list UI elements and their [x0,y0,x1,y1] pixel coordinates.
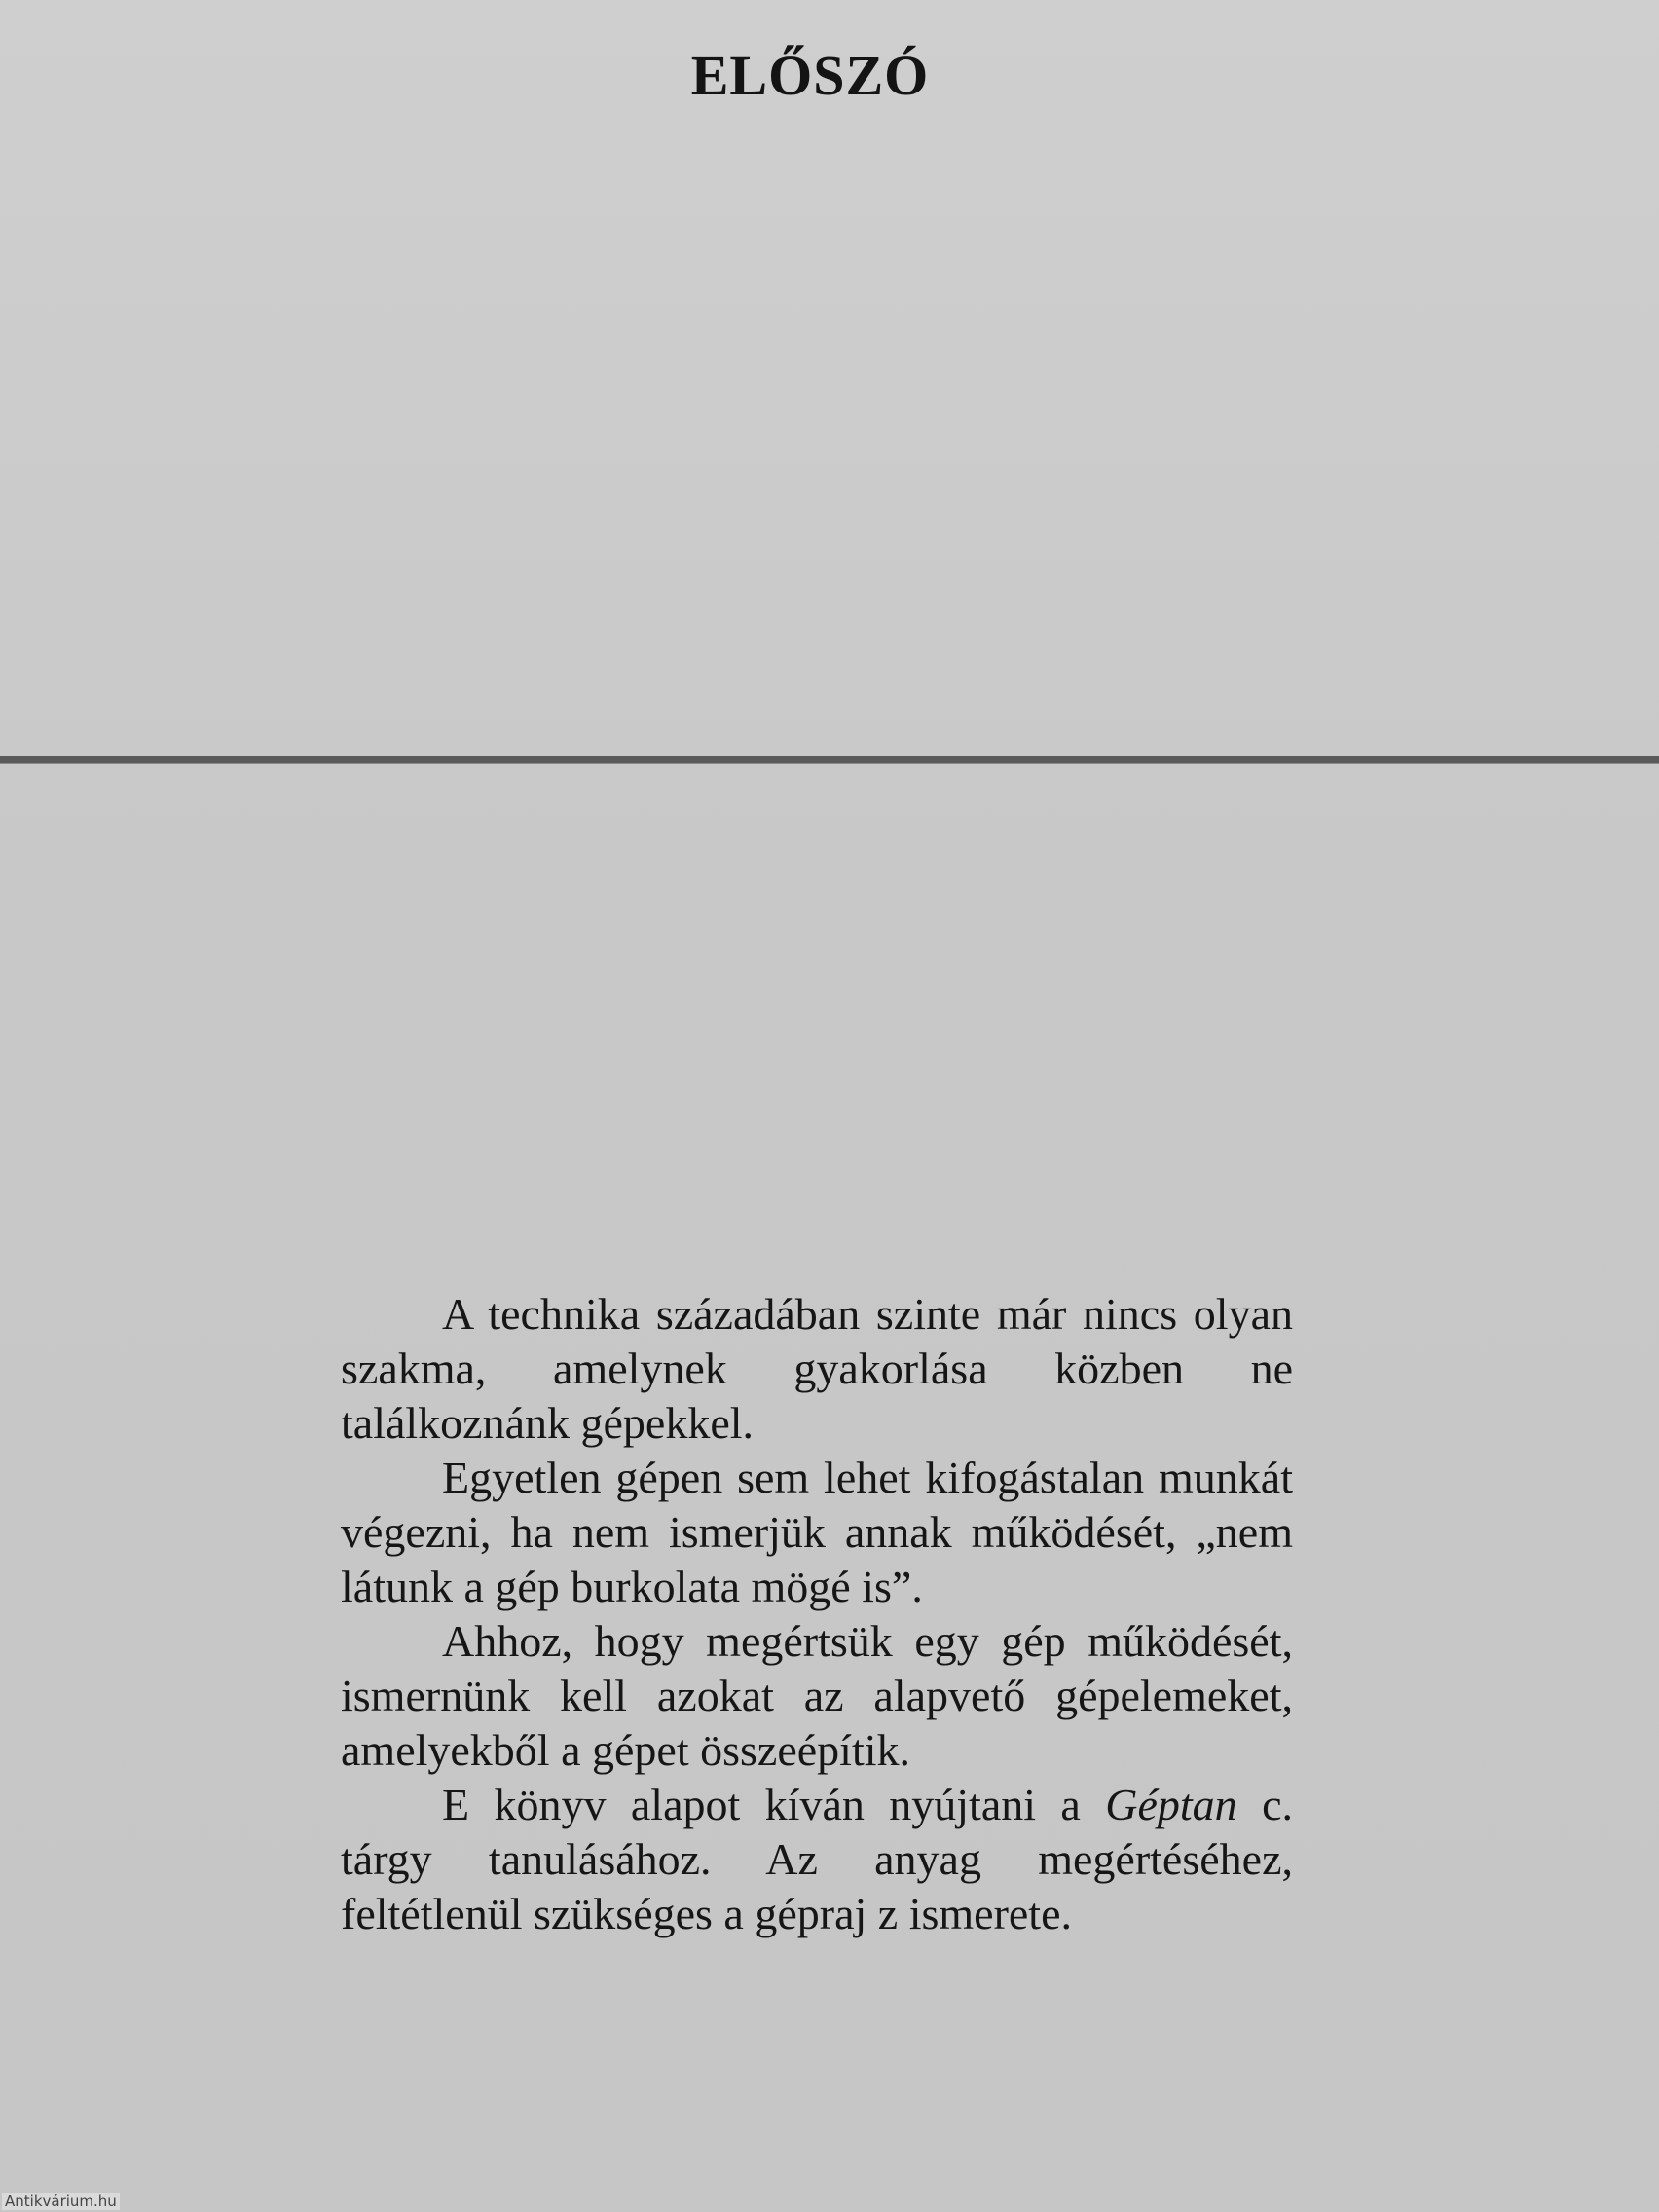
paragraph-4-start: E könyv alapot kíván nyújtani a [442,1780,1106,1829]
paragraph-4-italic: Géptan [1105,1780,1237,1829]
paragraph-4-end: c. tárgy tanulásához. Az anyag megértéséhez, feltétlenül szükséges a gépraj z ismerete. [341,1780,1293,1938]
watermark: Antikvárium.hu [2,2193,120,2210]
preface-text [341,1287,1293,1941]
page-title: ELŐSZÓ [690,44,930,107]
paragraph-1: A technika századában szinte már nincs olyan szakma, amelynek gyakorlása közben ne találkoznánk gépekkel. [341,1289,1293,1448]
paragraph-4 [341,1778,1293,1941]
paragraph-2: Egyetlen gépen sem lehet kifogástalan munkát végezni, ha nem ismerjük annak működését, „nem látunk a gép burkolata mögé is”. [341,1453,1293,1611]
paragraph-3: Ahhoz, hogy megértsük egy gép működését, ismernünk kell azokat az alapvető gépelemeket, amelyekből a gépet összeépítik. [341,1616,1293,1775]
page-divider [0,756,1659,764]
